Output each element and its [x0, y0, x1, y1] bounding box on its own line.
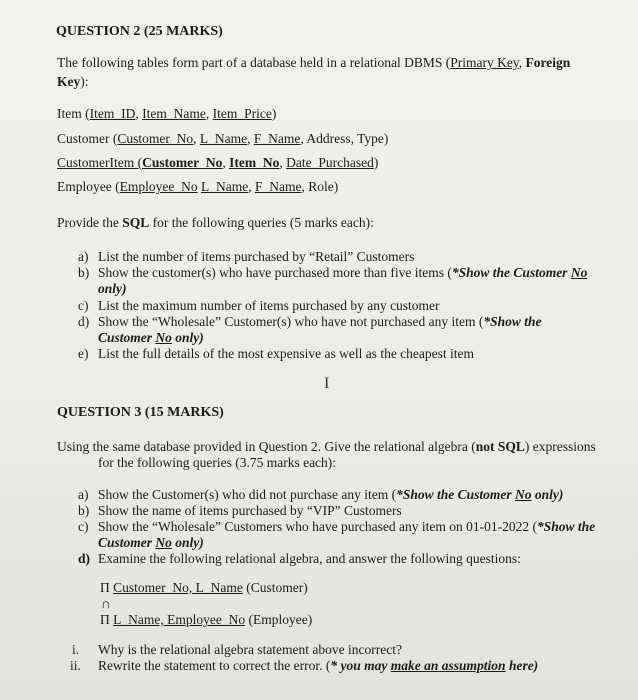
- table-customer-sep-1: ,: [193, 131, 200, 146]
- q2-item-b-marker: b): [78, 265, 90, 280]
- table-employee: [57, 179, 338, 195]
- q3-sub-ii-note-u: make an assumption: [390, 658, 506, 673]
- q2-item-a-marker: a): [78, 249, 89, 264]
- table-employee-name: Employee (: [57, 179, 120, 194]
- q2-item-d-note2a: Customer: [98, 330, 156, 345]
- q3-sub-ii-note2: here): [505, 658, 539, 673]
- primary-key-label: Primary Key: [450, 55, 519, 70]
- q2-item-d-note2: [98, 330, 204, 346]
- table-item-col-1: Item_ID: [89, 106, 136, 121]
- q3-item-c-note2a: Customer: [98, 535, 156, 550]
- table-customer-col-1: Customer_No: [117, 131, 194, 146]
- q2-item-c-marker: c): [78, 298, 89, 313]
- table-customeritem-sep-2: ,: [279, 155, 287, 170]
- q3-item-a-text: [98, 487, 563, 503]
- q2-prompt: [57, 215, 374, 231]
- table-customer: [57, 131, 388, 147]
- q3-item-a-marker: a): [78, 487, 89, 502]
- q3-intro-line2: for the following queries (3.75 marks each):: [98, 455, 337, 470]
- table-employee-sep-2: ,: [248, 179, 255, 194]
- q2-item-b-note: *Show the Customer: [451, 265, 571, 280]
- q2-intro-line1: [57, 55, 570, 71]
- algebra-line-1-rel: (Customer): [242, 580, 308, 595]
- table-customeritem: [57, 155, 378, 171]
- table-employee-col-1: Employee_No: [119, 179, 198, 194]
- algebra-line-2-rel: (Employee): [245, 612, 313, 627]
- q2-item-d-note: *Show the: [483, 314, 542, 329]
- q3-intro-bold: not SQL: [475, 439, 525, 454]
- q2-prompt-pre: Provide the: [57, 215, 123, 230]
- q2-item-d-marker: d): [78, 314, 90, 329]
- q3-item-c-note2: [98, 535, 204, 551]
- table-customeritem-col-1: Customer_No: [142, 155, 223, 170]
- q3-item-a-note2: only): [531, 487, 564, 502]
- q3-intro-pre: Using the same database provided in Question 2. Give the relational algebra (: [57, 439, 476, 454]
- table-customeritem-close: ): [373, 155, 379, 170]
- projection-symbol-1: Π: [100, 580, 114, 595]
- q3-item-c-main: Show the “Wholesale” Customers who have purchased any item on 01-01-2022 (: [98, 519, 538, 534]
- table-item-name: Item (: [57, 106, 90, 121]
- q3-item-a-main: Show the Customer(s) who did not purchase any item (: [98, 487, 397, 502]
- q3-item-c-note2b: only): [171, 535, 204, 550]
- intersect-symbol: ∩: [101, 596, 111, 611]
- algebra-line-2-attrs: L_Name, Employee_No: [113, 612, 246, 627]
- table-item-close: ): [271, 106, 277, 121]
- q3-intro-line1: [57, 439, 596, 455]
- q2-item-e-text: List the full details of the most expensive as well as the cheapest item: [98, 346, 475, 361]
- table-customeritem-col-3: Date_Purchased: [286, 155, 374, 170]
- table-employee-rest: , Role): [301, 179, 339, 194]
- q2-item-b-note-u: No: [570, 265, 588, 280]
- q3-sub-ii-marker: ii.: [70, 658, 81, 673]
- q3-sub-ii-main: Rewrite the statement to correct the error. (: [98, 658, 331, 673]
- q2-intro-text: The following tables form part of a database held in a relational DBMS (: [57, 55, 451, 70]
- q2-item-a-text: List the number of items purchased by “Retail” Customers: [98, 249, 415, 264]
- q2-item-b-text: [98, 265, 587, 281]
- table-item: [57, 106, 276, 122]
- q3-intro-post: ) expressions: [524, 439, 596, 454]
- q3-item-a-note-u: No: [515, 487, 532, 502]
- question-2-title: QUESTION 2 (25 MARKS): [56, 24, 223, 39]
- q2-item-e-marker: e): [78, 346, 89, 361]
- question-3-title: QUESTION 3 (15 MARKS): [57, 405, 224, 420]
- table-employee-col-2: L_Name: [200, 179, 249, 194]
- table-customeritem-sep-1: ,: [222, 155, 230, 170]
- q3-item-c-text: [98, 519, 595, 535]
- table-customeritem-name: CustomerItem (: [57, 155, 143, 170]
- q2-item-d-note2b: only): [171, 330, 204, 345]
- algebra-line-2: [100, 612, 312, 628]
- foreign-key-label-cont: Key: [57, 74, 81, 89]
- q3-sub-i-text: Why is the relational algebra statement above incorrect?: [98, 642, 402, 657]
- q2-item-b-note2: only): [98, 281, 127, 296]
- q3-item-a-note: *Show the Customer: [396, 487, 515, 502]
- q3-sub-ii-text: [98, 658, 538, 674]
- q2-item-d-note-u: No: [155, 330, 172, 345]
- table-item-col-3: Item_Price: [212, 106, 272, 121]
- projection-symbol-2: Π: [100, 612, 114, 627]
- q2-item-c-text: List the maximum number of items purchased by any customer: [98, 298, 440, 313]
- text-cursor-icon: I: [324, 375, 330, 392]
- q3-item-d-text: Examine the following relational algebra, and answer the following questions:: [98, 551, 521, 566]
- table-customer-name: Customer (: [57, 131, 118, 146]
- q2-item-b-main: Show the customer(s) who have purchased more than five items (: [98, 265, 452, 280]
- q3-item-b-text: Show the name of items purchased by “VIP” Customers: [98, 503, 402, 518]
- q2-intro-sep: ,: [518, 55, 526, 70]
- table-customer-rest: , Address, Type): [300, 131, 389, 146]
- q3-item-c-note-u: No: [155, 535, 172, 550]
- q3-sub-ii-note: * you may: [330, 658, 391, 673]
- q3-item-d-marker: d): [78, 551, 91, 566]
- algebra-line-1: [100, 580, 308, 596]
- foreign-key-label: Foreign: [525, 55, 571, 70]
- table-item-col-2: Item_Name: [142, 106, 206, 121]
- q2-intro-close: ):: [80, 74, 89, 89]
- table-employee-col-3: F_Name: [254, 179, 302, 194]
- table-customer-col-3: F_Name: [253, 131, 301, 146]
- q3-item-c-note: *Show the: [537, 519, 596, 534]
- q2-intro-line2: [57, 74, 89, 90]
- table-customer-col-2: L_Name: [199, 131, 248, 146]
- q2-item-d-main: Show the “Wholesale” Customer(s) who have not purchased any item (: [98, 314, 484, 329]
- table-customeritem-col-2: Item_No: [229, 155, 280, 170]
- q3-sub-i-marker: i.: [72, 642, 80, 657]
- q2-item-d-text: [98, 314, 542, 330]
- q2-prompt-sql: SQL: [122, 215, 150, 230]
- q3-item-b-marker: b): [78, 503, 90, 518]
- table-customer-sep-2: ,: [247, 131, 254, 146]
- q3-item-c-marker: c): [78, 519, 89, 534]
- table-item-sep-1: ,: [135, 106, 143, 121]
- q2-prompt-post: for the following queries (5 marks each):: [149, 215, 374, 230]
- table-item-sep-2: ,: [205, 106, 213, 121]
- algebra-line-1-attrs: Customer_No, L_Name: [113, 580, 243, 595]
